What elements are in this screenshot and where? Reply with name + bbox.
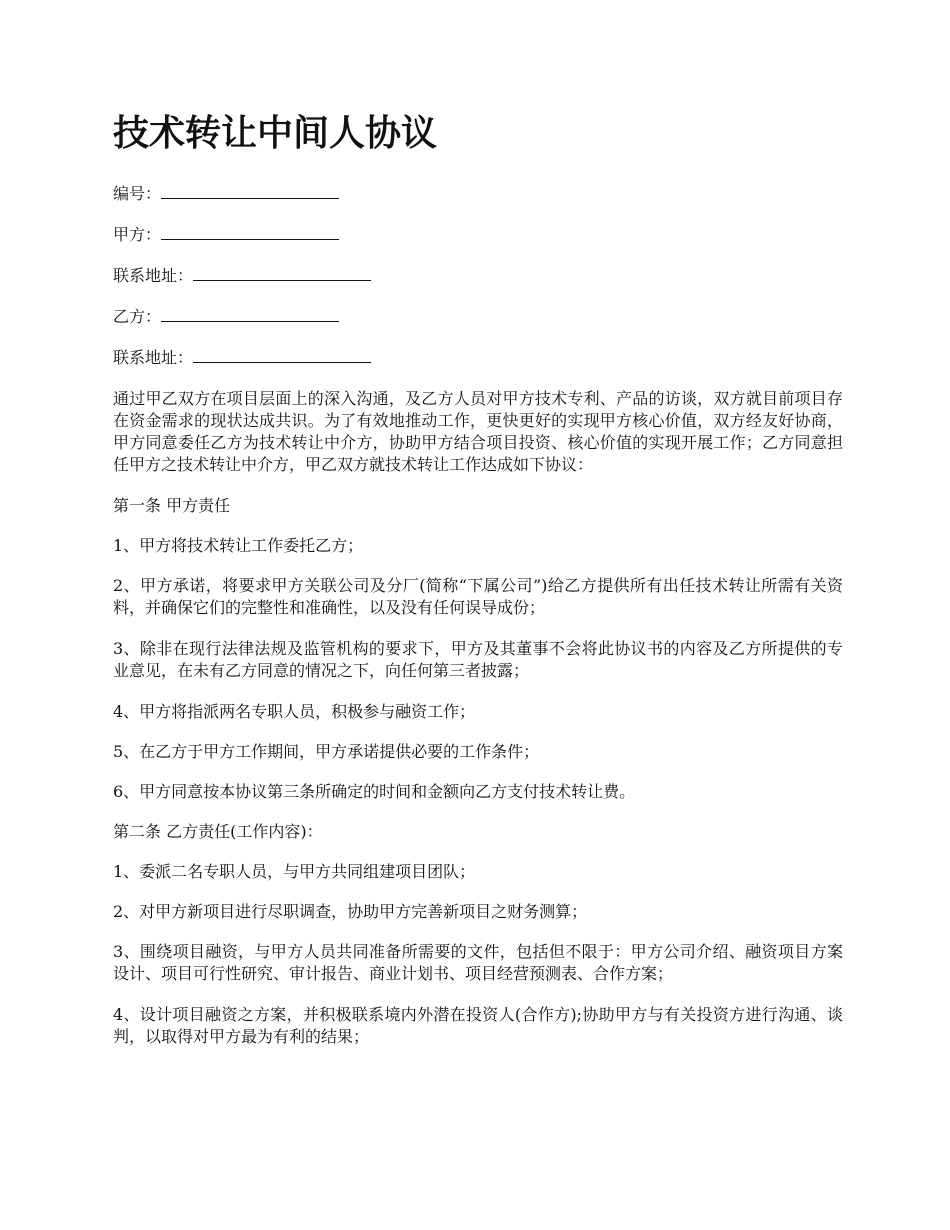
article-1-heading: 第一条 甲方责任 [113, 496, 231, 515]
blank-line [193, 346, 371, 363]
article-2-heading: 第二条 乙方责任(工作内容)： [113, 822, 323, 841]
document-title: 技术转让中间人协议 [113, 113, 438, 154]
field-party-b-address [113, 346, 843, 370]
field-label: 编号： [113, 184, 162, 203]
document-page [113, 108, 843, 1067]
field-label: 联系地址： [113, 266, 194, 285]
article-2-item: 1、委派二名专职人员，与甲方共同组建项目团队； [113, 862, 476, 881]
article-1-item: 2、甲方承诺，将要求甲方关联公司及分厂(简称“下属公司”)给乙方提供所有出任技术转让所需有关资料，并确保它们的完整性和准确性，以及没有任何误导成份； [113, 576, 843, 617]
article-1-item: 5、在乙方于甲方工作期间，甲方承诺提供必要的工作条件； [113, 742, 540, 761]
blank-line [161, 305, 339, 322]
field-label: 甲方： [113, 225, 162, 244]
article-2-item: 4、设计项目融资之方案，并积极联系境内外潜在投资人(合作方);协助甲方与有关投资方进行沟通、谈判，以取得对甲方最为有利的结果； [113, 1005, 843, 1046]
article-1-item: 6、甲方同意按本协议第三条所确定的时间和金额向乙方支付技术转让费。 [113, 782, 636, 801]
field-label: 联系地址： [113, 348, 194, 367]
blank-line [161, 223, 339, 240]
field-party-a-address [113, 264, 843, 288]
article-2-item: 3、围绕项目融资，与甲方人员共同准备所需要的文件，包括但不限于：甲方公司介绍、融资项目方案设计、项目可行性研究、审计报告、商业计划书、项目经营预测表、合作方案； [113, 942, 843, 983]
article-1-item: 3、除非在现行法律法规及监管机构的要求下，甲方及其董事不会将此协议书的内容及乙方所提供的专业意见，在未有乙方同意的情况之下，向任何第三者披露； [113, 639, 843, 680]
article-2-item: 2、对甲方新项目进行尽职调查，协助甲方完善新项目之财务测算； [113, 902, 588, 921]
field-number [113, 182, 843, 206]
field-label: 乙方： [113, 307, 162, 326]
intro-paragraph: 通过甲乙双方在项目层面上的深入沟通，及乙方人员对甲方技术专利、产品的访谈，双方就目前项目存在资金需求的现状达成共识。为了有效地推动工作，更快更好的实现甲方核心价值，双方经友好协商，甲方同意委任乙方为技术转让中介方，协助甲方结合项目投资、核心价值的实现开展工作；乙方同意担任甲方之技术转让中介方，甲乙双方就技术转让工作达成如下协议： [113, 389, 843, 474]
field-party-b [113, 305, 843, 329]
blank-line [161, 182, 339, 199]
field-party-a [113, 223, 843, 247]
article-1-item: 1、甲方将技术转让工作委托乙方； [113, 536, 364, 555]
article-1-item: 4、甲方将指派两名专职人员，积极参与融资工作； [113, 702, 476, 721]
blank-line [193, 264, 371, 281]
